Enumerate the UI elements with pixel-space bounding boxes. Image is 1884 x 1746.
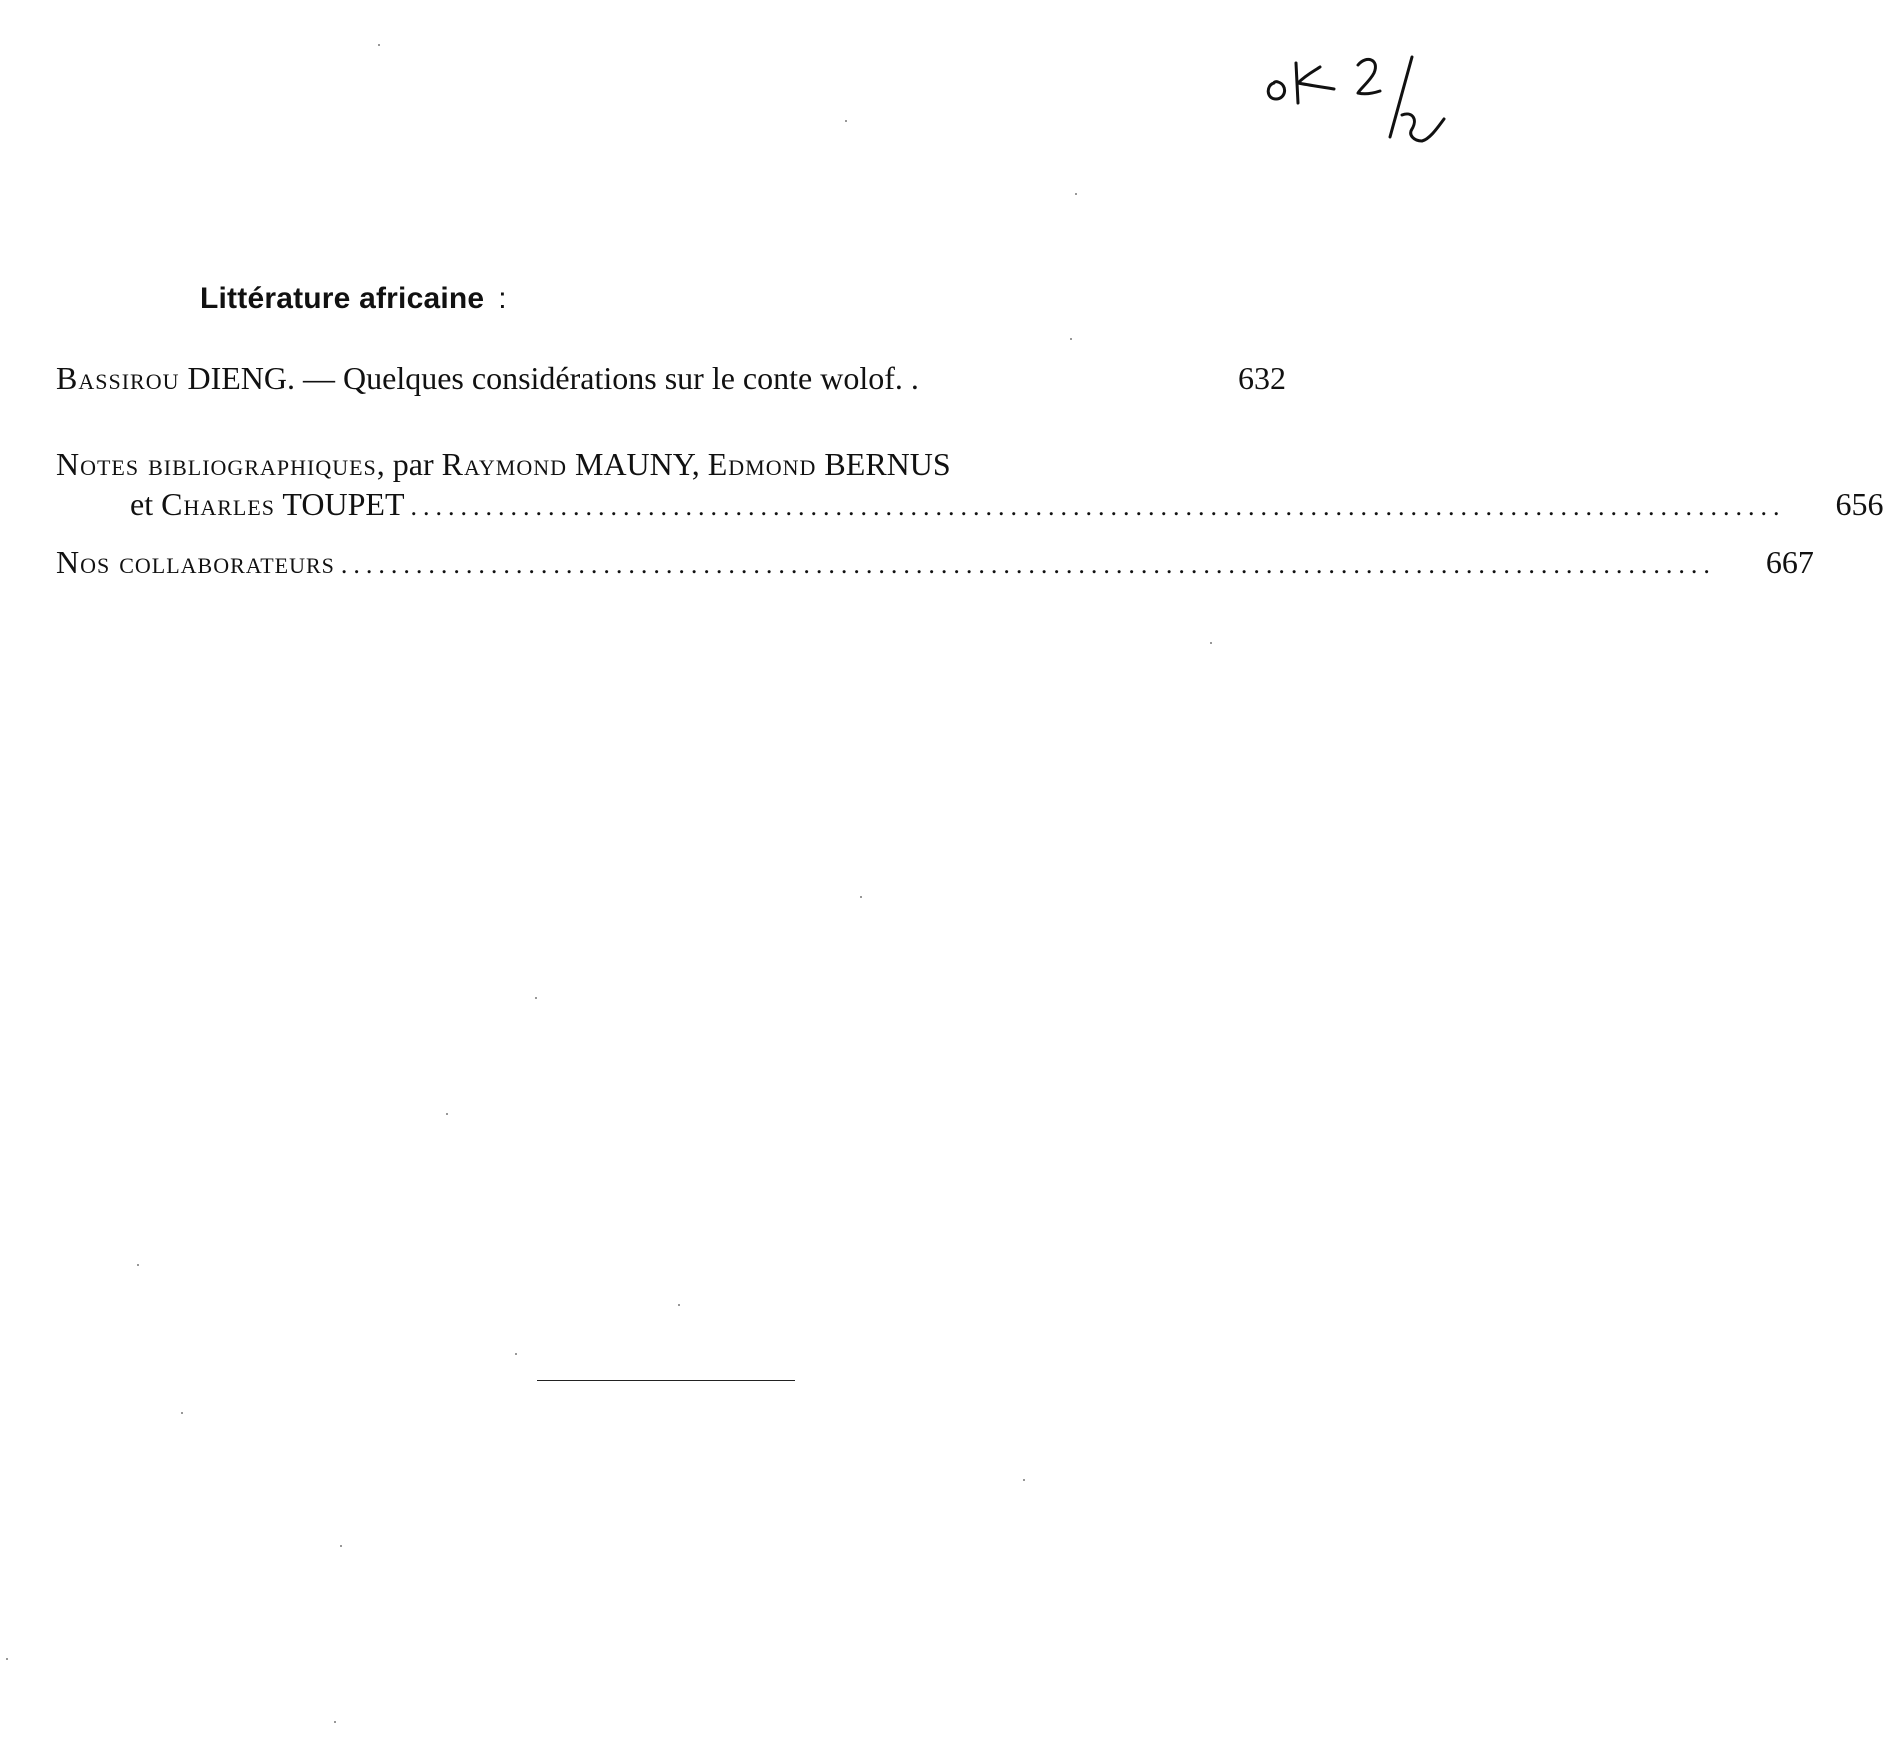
scan-speck <box>6 1658 8 1660</box>
scan-speck <box>1210 642 1212 644</box>
author-first-name: Edmond <box>707 446 817 482</box>
scan-speck <box>515 1353 517 1355</box>
author-last-name: TOUPET <box>282 486 405 522</box>
handwritten-note <box>1262 45 1462 160</box>
toc-entry-collaborateurs <box>56 542 1814 585</box>
scan-speck <box>446 1113 448 1115</box>
scan-speck <box>535 997 537 999</box>
scan-speck <box>378 44 380 46</box>
scan-speck <box>181 1412 183 1414</box>
page-number: 667 <box>1765 544 1814 580</box>
entry-label: Nos collaborateurs <box>56 544 335 580</box>
toc-entry-notes-line1 <box>56 444 1286 484</box>
page-number: 632 <box>1238 360 1286 396</box>
dot-leader: .............................................................................................................. <box>410 492 1786 521</box>
title-dash: — <box>303 360 336 396</box>
section-heading-text: Littérature africaine <box>200 282 485 315</box>
closing-rule <box>537 1380 795 1381</box>
author-last-name: MAUNY, <box>574 446 700 482</box>
author-last-name: BERNUS <box>824 446 951 482</box>
section-heading <box>200 282 507 316</box>
scan-speck <box>1070 338 1072 340</box>
toc-entry-text <box>56 444 951 484</box>
toc-entry-text <box>130 484 405 524</box>
text-par: , par <box>376 446 442 482</box>
scan-speck <box>1023 1479 1025 1481</box>
scan-speck <box>334 1721 336 1723</box>
toc-entry-dieng <box>56 358 1286 398</box>
scan-speck <box>845 120 847 122</box>
scan-speck <box>340 1545 342 1547</box>
toc-entry-notes-line2 <box>130 484 1884 527</box>
scan-speck <box>678 1304 680 1306</box>
entry-title: Quelques considérations sur le conte wolof. . <box>343 360 919 396</box>
author-last-name: DIENG. <box>187 360 296 396</box>
scan-speck <box>860 896 862 898</box>
section-label: Notes bibliographiques <box>56 446 377 482</box>
section-heading-colon: : <box>498 282 507 315</box>
text-et: et <box>130 486 162 522</box>
dot-leader: .............................................................................................................. <box>340 550 1716 579</box>
author-first-name: Charles <box>161 486 275 522</box>
author-first-name: Bassirou <box>56 360 180 396</box>
scan-speck <box>1075 193 1077 195</box>
toc-entry-text <box>56 358 919 398</box>
handwritten-ok-2-2-mark <box>1262 45 1462 160</box>
scan-speck <box>137 1264 139 1266</box>
author-first-name: Raymond <box>441 446 567 482</box>
page-number: 656 <box>1835 486 1884 522</box>
